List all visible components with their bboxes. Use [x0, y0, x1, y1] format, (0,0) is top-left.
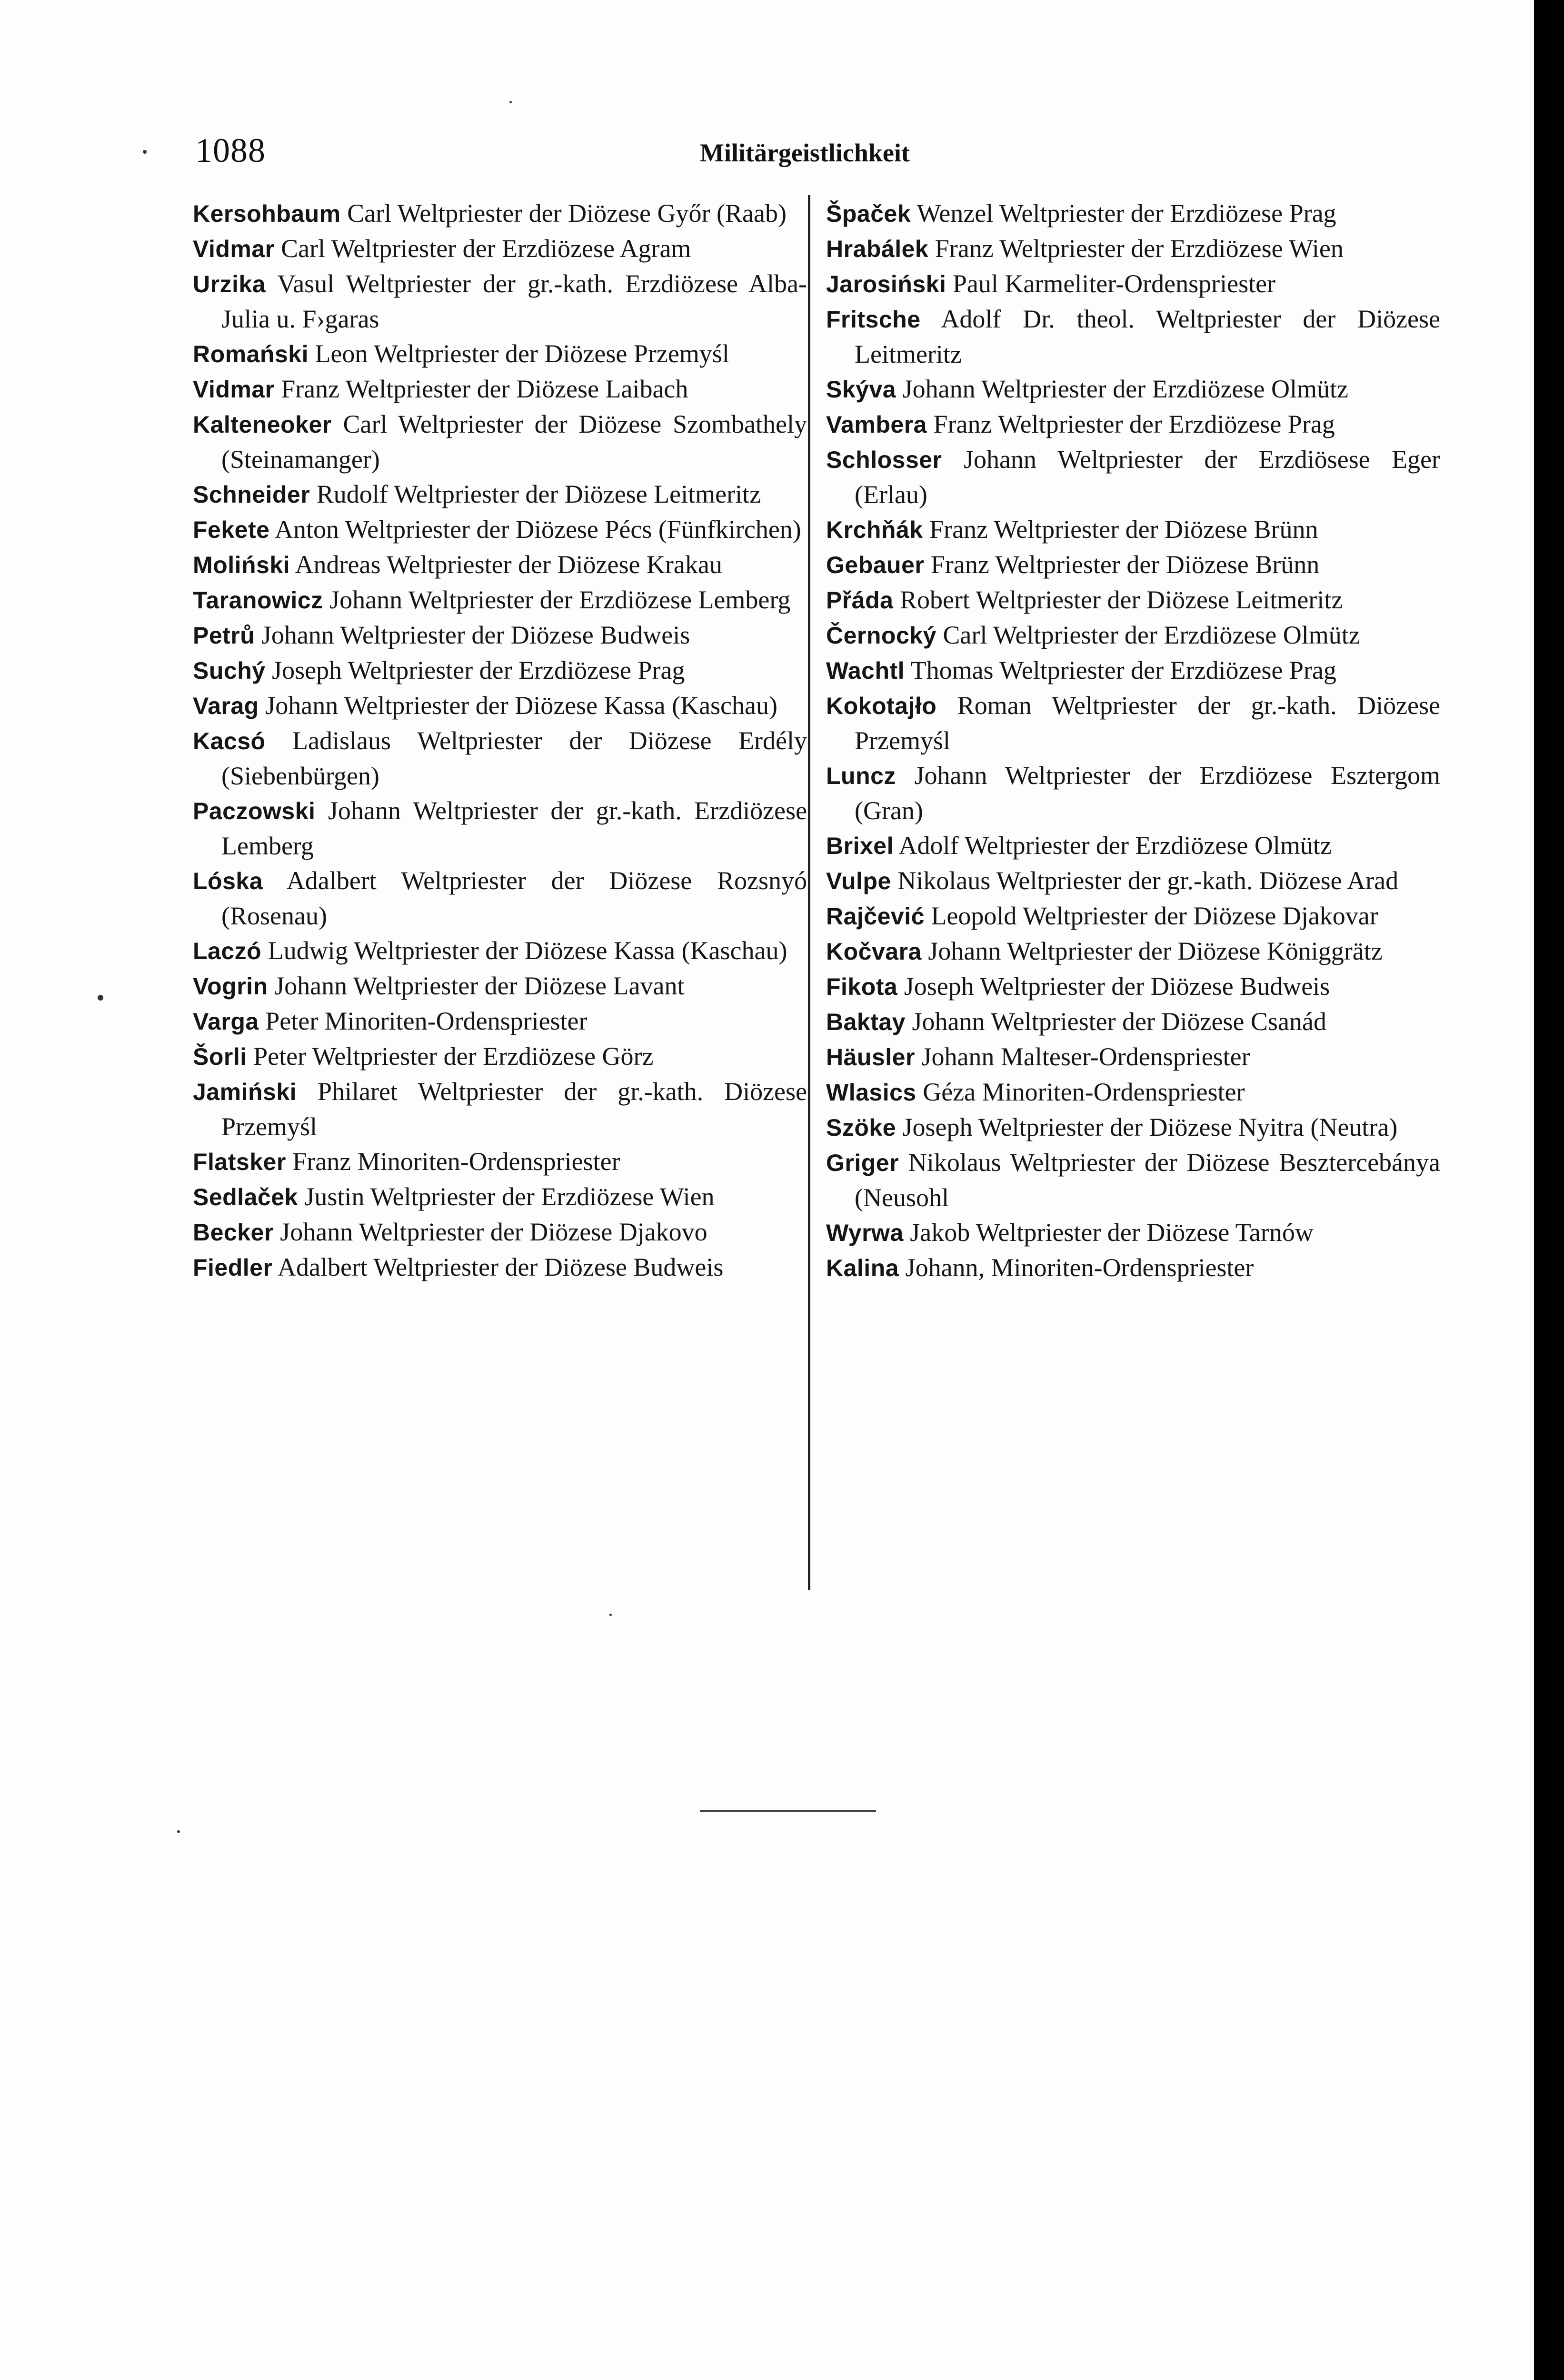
entry-details: Franz Weltpriester der Diözese Brünn: [930, 550, 1320, 579]
entry-details: Thomas Weltpriester der Erzdiözese Prag: [910, 656, 1336, 684]
directory-entry: [826, 1004, 1440, 1040]
entry-surname: Kokotajło: [826, 693, 937, 719]
directory-entry: [826, 1040, 1440, 1075]
entry-details: Carl Weltpriester der Erzdiözese Olmütz: [943, 621, 1360, 649]
entry-details: Joseph Weltpriester der Diözese Nyitra (Neutra): [902, 1113, 1398, 1141]
directory-entry: [193, 618, 807, 653]
entry-details: Johann Weltpriester der Erzdiözese Esztergom (Gran): [855, 761, 1440, 825]
directory-entry: [826, 618, 1440, 653]
entry-surname: Přáda: [826, 587, 894, 614]
directory-entry: [193, 547, 807, 583]
page-number: 1088: [195, 131, 266, 169]
directory-entry: [193, 1074, 807, 1144]
entry-details: Carl Weltpriester der Erzdiözese Agram: [281, 234, 691, 263]
entry-details: Leon Weltpriester der Diözese Przemyśl: [315, 339, 729, 368]
entry-surname: Vogrin: [193, 973, 268, 1000]
directory-entry: [826, 688, 1440, 758]
entry-surname: Schlosser: [826, 446, 942, 473]
scan-edge-right: [1534, 0, 1564, 2380]
entry-surname: Romański: [193, 341, 309, 367]
entry-details: Johann Malteser-Ordenspriester: [921, 1042, 1250, 1071]
entry-details: Géza Minoriten-Ordenspriester: [923, 1078, 1245, 1106]
directory-entry: [826, 863, 1440, 899]
speck: [143, 150, 147, 154]
entry-details: Adolf Weltpriester der Erzdiözese Olmütz: [898, 831, 1332, 860]
entry-surname: Jamiński: [193, 1079, 297, 1105]
directory-entry: [193, 583, 807, 618]
directory-entry: [826, 302, 1440, 372]
entry-details: Carl Weltpriester der Diözese Győr (Raab): [347, 199, 787, 228]
speck: [609, 1614, 612, 1616]
entry-details: Johann Weltpriester der Erzdiözese Olmütz: [902, 375, 1348, 403]
entry-surname: Wlasics: [826, 1079, 916, 1106]
running-head: Militärgeistlichkeit: [700, 139, 910, 167]
entry-surname: Vidmar: [193, 376, 275, 403]
directory-entry: [193, 724, 807, 793]
entry-surname: Häusler: [826, 1044, 915, 1071]
directory-entry: [826, 934, 1440, 969]
entry-surname: Flatsker: [193, 1149, 286, 1175]
entry-surname: Kersohbaum: [193, 200, 341, 227]
entry-surname: Griger: [826, 1150, 899, 1176]
entry-surname: Fiedler: [193, 1254, 273, 1281]
entry-surname: Szöke: [826, 1114, 897, 1141]
directory-entry: [826, 407, 1440, 442]
directory-entry: [193, 933, 807, 969]
entry-details: Peter Weltpriester der Erzdiözese Görz: [253, 1042, 654, 1071]
entry-details: Franz Minoriten-Ordenspriester: [292, 1147, 620, 1176]
left-column: [193, 196, 807, 1285]
entry-details: Vasul Weltpriester der gr.-kath. Erzdiözese Alba-Julia u. F›garas: [221, 269, 807, 333]
entry-surname: Lóska: [193, 868, 263, 894]
entry-surname: Suchý: [193, 657, 266, 684]
entry-details: Andreas Weltpriester der Diözese Krakau: [295, 550, 722, 579]
entry-surname: Gebauer: [826, 552, 925, 578]
entry-details: Franz Weltpriester der Diözese Laibach: [281, 375, 688, 403]
entry-surname: Becker: [193, 1219, 274, 1246]
entry-surname: Černocký: [826, 622, 936, 649]
entry-surname: Petrů: [193, 622, 255, 649]
entry-details: Johann Weltpriester der Diözese Csanád: [912, 1007, 1326, 1036]
entry-details: Franz Weltpriester der Diözese Brünn: [929, 515, 1318, 544]
directory-entry: [826, 1215, 1440, 1250]
entry-details: Franz Weltpriester der Erzdiözese Wien: [935, 234, 1344, 263]
directory-entry: [826, 653, 1440, 688]
entry-details: Paul Karmeliter-Ordenspriester: [952, 269, 1276, 298]
entry-details: Philaret Weltpriester der gr.-kath. Diözese Przemyśl: [221, 1077, 807, 1141]
entry-details: Adolf Dr. theol. Weltpriester der Diözese Leitmeritz: [855, 305, 1440, 368]
entry-surname: Kočvara: [826, 938, 922, 965]
directory-entry: [193, 407, 807, 477]
directory-entry: [826, 442, 1440, 512]
directory-entry: [826, 1110, 1440, 1145]
entry-surname: Sedlaček: [193, 1184, 298, 1210]
end-rule: [700, 1810, 876, 1812]
entry-surname: Kalina: [826, 1255, 899, 1281]
entry-surname: Rajčević: [826, 903, 925, 930]
entry-surname: Šorli: [193, 1043, 247, 1070]
directory-entry: [193, 863, 807, 933]
speck: [98, 995, 103, 1001]
directory-entry: [193, 1180, 807, 1215]
directory-entry: [193, 372, 807, 407]
directory-entry: [193, 653, 807, 688]
entry-details: Robert Weltpriester der Diözese Leitmeritz: [899, 585, 1343, 614]
entry-surname: Luncz: [826, 763, 896, 789]
directory-entry: [826, 583, 1440, 618]
entry-surname: Brixel: [826, 833, 894, 859]
directory-entry: [826, 758, 1440, 828]
directory-entry: [193, 231, 807, 267]
entry-details: Ludwig Weltpriester der Diözese Kassa (Kaschau): [268, 936, 787, 965]
entry-details: Johann Weltpriester der Erzdiösese Eger (Erlau): [855, 445, 1440, 509]
directory-entry: [193, 337, 807, 372]
entry-surname: Kalteneoker: [193, 411, 332, 438]
entry-surname: Schneider: [193, 481, 310, 508]
entry-details: Nikolaus Weltpriester der Diözese Besztercebánya (Neusohl: [855, 1148, 1440, 1212]
entry-details: Johann Weltpriester der Diözese Königgrätz: [928, 937, 1383, 965]
entry-details: Ladislaus Weltpriester der Diözese Erdély (Siebenbürgen): [221, 726, 807, 790]
directory-entry: [193, 512, 807, 547]
directory-entry: [826, 512, 1440, 547]
directory-entry: [826, 267, 1440, 302]
entry-details: Johann Weltpriester der Diözese Kassa (Kaschau): [265, 691, 777, 720]
entry-details: Johann Weltpriester der gr.-kath. Erzdiözese Lemberg: [221, 796, 807, 860]
directory-entry: [193, 793, 807, 863]
entry-details: Roman Weltpriester der gr.-kath. Diözese Przemyśl: [855, 691, 1441, 755]
entry-surname: Skýva: [826, 376, 897, 403]
directory-entry: [826, 969, 1440, 1004]
entry-details: Johann Weltpriester der Diözese Lavant: [274, 972, 685, 1000]
entry-surname: Varag: [193, 693, 259, 719]
entry-surname: Fikota: [826, 973, 898, 1000]
directory-entry: [826, 1250, 1440, 1286]
directory-entry: [193, 196, 807, 231]
column-divider: [808, 195, 810, 1590]
entry-surname: Špaček: [826, 200, 911, 227]
entry-surname: Krchňák: [826, 516, 923, 543]
directory-entry: [193, 1144, 807, 1180]
entry-surname: Paczowski: [193, 798, 316, 824]
entry-details: Adalbert Weltpriester der Diözese Budweis: [277, 1253, 724, 1281]
entry-details: Adalbert Weltpriester der Diözese Rozsnyó (Rosenau): [221, 866, 807, 930]
entry-surname: Wyrwa: [826, 1220, 904, 1246]
speck: [509, 101, 512, 103]
entry-details: Johann, Minoriten-Ordenspriester: [905, 1253, 1254, 1282]
directory-entry: [826, 231, 1440, 267]
entry-surname: Fekete: [193, 516, 270, 543]
entry-details: Carl Weltpriester der Diözese Szombathely (Steinamanger): [221, 410, 807, 474]
speck: [177, 1830, 180, 1833]
entry-details: Johann Weltpriester der Erzdiözese Lemberg: [329, 585, 791, 614]
entry-surname: Baktay: [826, 1009, 906, 1035]
directory-entry: [826, 372, 1440, 407]
entry-details: Johann Weltpriester der Diözese Budweis: [261, 621, 690, 649]
directory-entry: [826, 1075, 1440, 1110]
entry-details: Leopold Weltpriester der Diözese Djakovar: [931, 902, 1378, 930]
entry-details: Jakob Weltpriester der Diözese Tarnów: [910, 1218, 1314, 1247]
entry-surname: Varga: [193, 1008, 259, 1035]
directory-entry: [193, 1215, 807, 1250]
entry-details: Joseph Weltpriester der Diözese Budweis: [904, 972, 1330, 1001]
directory-entry: [826, 828, 1440, 863]
entry-surname: Jarosiński: [826, 271, 946, 298]
directory-entry: [826, 1145, 1440, 1215]
entry-details: Wenzel Weltpriester der Erzdiözese Prag: [916, 199, 1336, 228]
entry-details: Franz Weltpriester der Erzdiözese Prag: [933, 410, 1335, 438]
entry-details: Johann Weltpriester der Diözese Djakovo: [280, 1218, 707, 1246]
entry-details: Joseph Weltpriester der Erzdiözese Prag: [272, 656, 685, 684]
entry-details: Peter Minoriten-Ordenspriester: [265, 1007, 588, 1035]
directory-entry: [193, 1039, 807, 1074]
directory-entry: [193, 267, 807, 337]
entry-surname: Moliński: [193, 552, 290, 578]
entry-surname: Vidmar: [193, 236, 275, 262]
entry-details: Nikolaus Weltpriester der gr.-kath. Diözese Arad: [897, 866, 1399, 895]
directory-entry: [826, 899, 1440, 934]
entry-details: Anton Weltpriester der Diözese Pécs (Fünfkirchen): [274, 515, 801, 544]
directory-entry: [826, 547, 1440, 583]
right-column: [826, 196, 1440, 1286]
entry-surname: Kacsó: [193, 728, 266, 754]
entry-surname: Fritsche: [826, 306, 921, 333]
entry-details: Justin Weltpriester der Erzdiözese Wien: [304, 1182, 715, 1211]
directory-entry: [193, 969, 807, 1004]
entry-surname: Vulpe: [826, 868, 891, 894]
entry-surname: Laczó: [193, 938, 262, 964]
directory-entry: [193, 1004, 807, 1039]
entry-surname: Wachtl: [826, 657, 905, 684]
entry-details: Rudolf Weltpriester der Diözese Leitmeritz: [316, 480, 761, 508]
entry-surname: Vambera: [826, 411, 927, 438]
directory-entry: [193, 477, 807, 512]
directory-entry: [826, 196, 1440, 231]
entry-surname: Taranowicz: [193, 587, 323, 614]
directory-entry: [193, 1250, 807, 1285]
entry-surname: Urzika: [193, 271, 266, 298]
directory-entry: [193, 688, 807, 724]
entry-surname: Hrabálek: [826, 236, 929, 262]
